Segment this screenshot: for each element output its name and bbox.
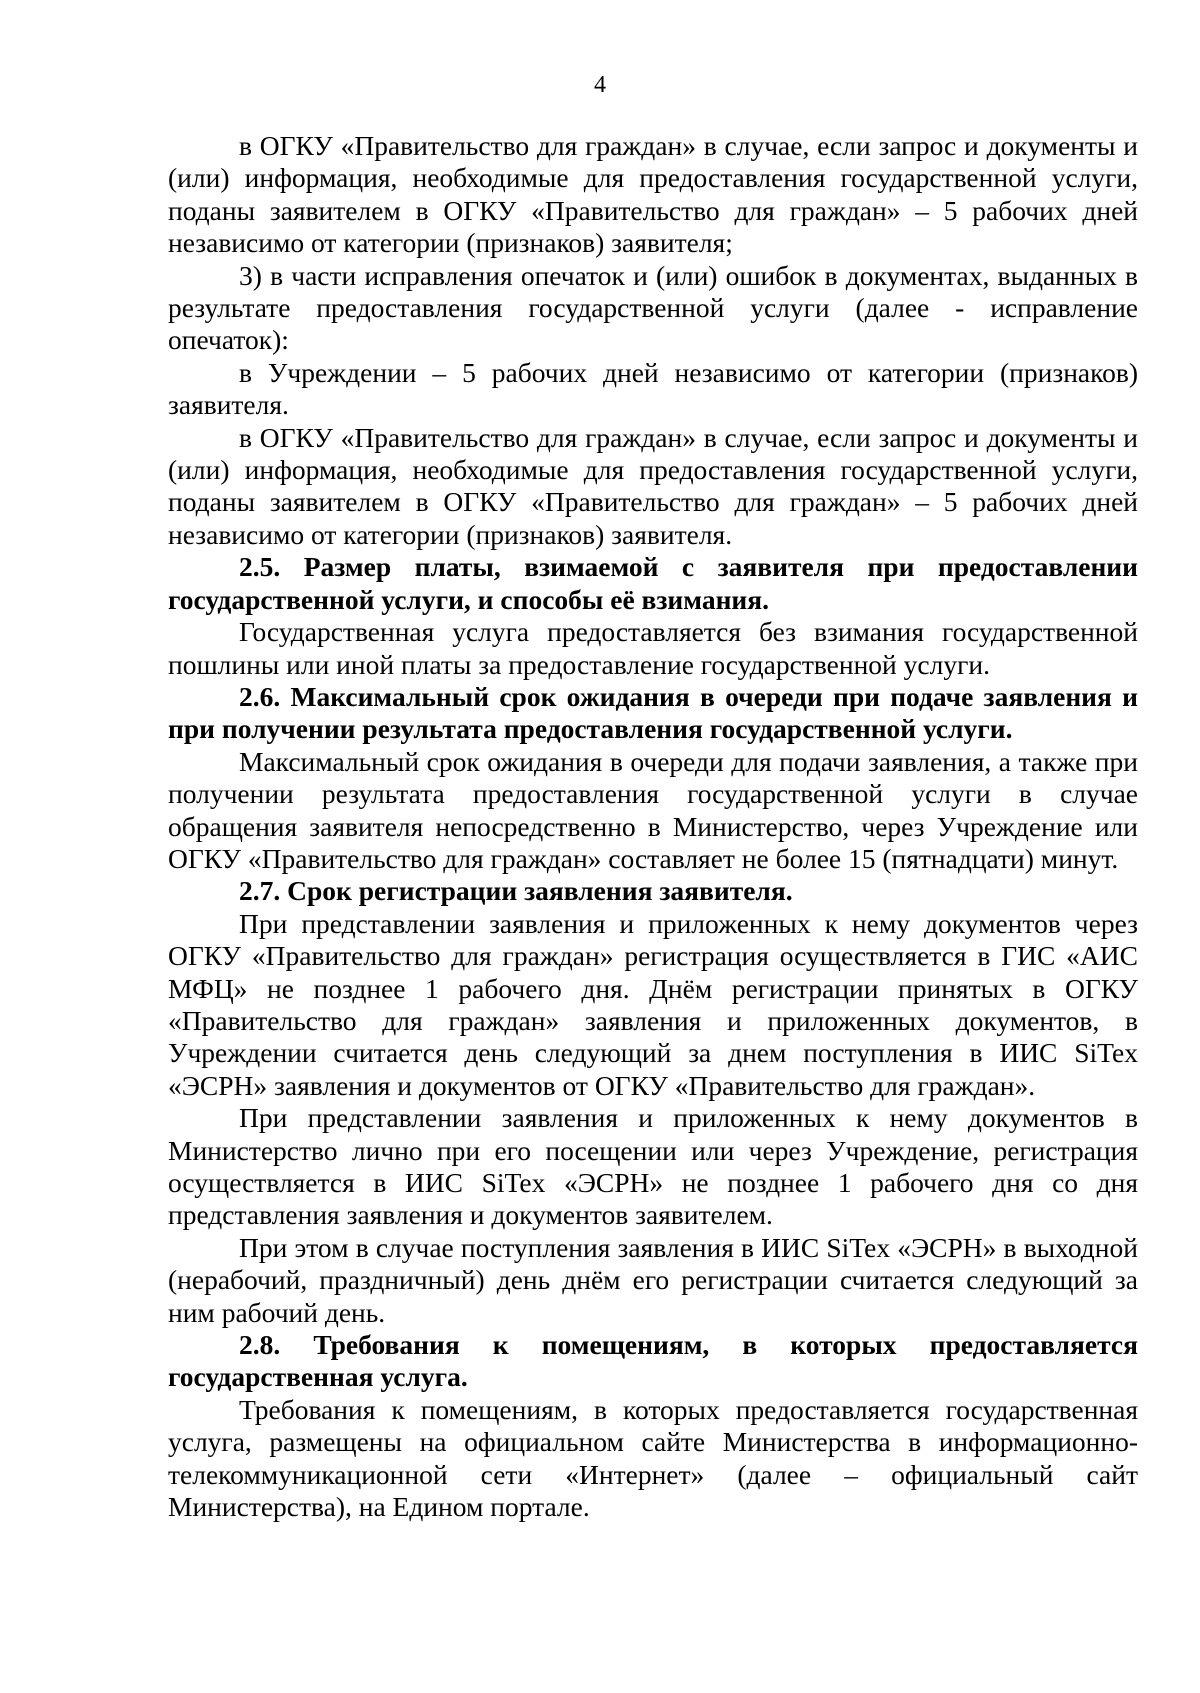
section-heading-2-7: 2.7. Срок регистрации заявления заявителя. [239,875,793,907]
paragraph-institution-period: в Учреждении – 5 рабочих дней независимо от категории (признаков) заявителя. [168,356,1138,421]
paragraph-registration-holiday: При этом в случае поступления заявления в ИИС SiTex «ЭСРН» в выходной (нерабочий, праздничный) день днём его регистрации считается следующий за ним рабочий день. [168,1231,1138,1328]
paragraph-premises: Требования к помещениям, в которых предоставляется государственная услуга, размещены на официальном сайте Министерства в информационно-телекоммуникационной сети «Интернет» (далее – официальный сайт Министерства), на Едином портале. [168,1393,1138,1523]
paragraph-typo-correction: 3) в части исправления опечаток и (или) ошибок в документах, выданных в результате предоставления государственной услуги (далее - исправление опечаток): [168,259,1138,356]
page-number: 4 [594,72,606,98]
section-heading-2-6: 2.6. Максимальный срок ожидания в очереди при подаче заявления и при получении результата предоставления государственной услуги. [168,680,1138,745]
paragraph-registration-ministry: При представлении заявления и приложенных к нему документов в Министерство лично при его посещении или через Учреждение, регистрация осуществляется в ИИС SiTex «ЭСРН» не позднее 1 рабочего дня со дня представления заявления и документов заявителем. [168,1102,1138,1231]
section-heading-2-8: 2.8. Требования к помещениям, в которых предоставляется государственная услуга. [168,1329,1138,1393]
paragraph-ogku-typo-period: в ОГКУ «Правительство для граждан» в случае, если запрос и документы и (или) информация, необходимые для предоставления государственной услуги, поданы заявителем в ОГКУ «Правительство для граждан» – 5 рабочих дней независимо от категории (признаков) заявителя. [168,421,1138,550]
paragraph-ogku-period: в ОГКУ «Правительство для граждан» в случае, если запрос и документы и (или) информация, необходимые для предоставления государственной услуги, поданы заявителем в ОГКУ «Правительство для граждан» – 5 рабочих дней независимо от категории (признаков) заявителя; [168,130,1138,259]
paragraph-registration-ogku: При представлении заявления и приложенных к нему документов через ОГКУ «Правительство для граждан» регистрация осуществляется в ГИС «АИС МФЦ» не позднее 1 рабочего дня. Днём регистрации принятых в ОГКУ «Правительство для граждан» заявления и приложенных документов, в Учреждении считается день следующий за днем поступления в ИИС SiTex «ЭСРН» заявления и документов от ОГКУ «Правительство для граждан». [168,907,1138,1101]
paragraph-queue-time: Максимальный срок ожидания в очереди для подачи заявления, а также при получении результата предоставления государственной услуги в случае обращения заявителя непосредственно в Министерство, через Учреждение или ОГКУ «Правительство для граждан» составляет не более 15 (пятнадцати) минут. [168,745,1138,874]
section-heading-2-5: 2.5. Размер платы, взимаемой с заявителя при предоставлении государственной услуги, и способы её взимания. [168,551,1138,615]
document-body [168,130,1138,1523]
paragraph-fee: Государственная услуга предоставляется без взимания государственной пошлины или иной платы за предоставление государственной услуги. [168,616,1138,680]
